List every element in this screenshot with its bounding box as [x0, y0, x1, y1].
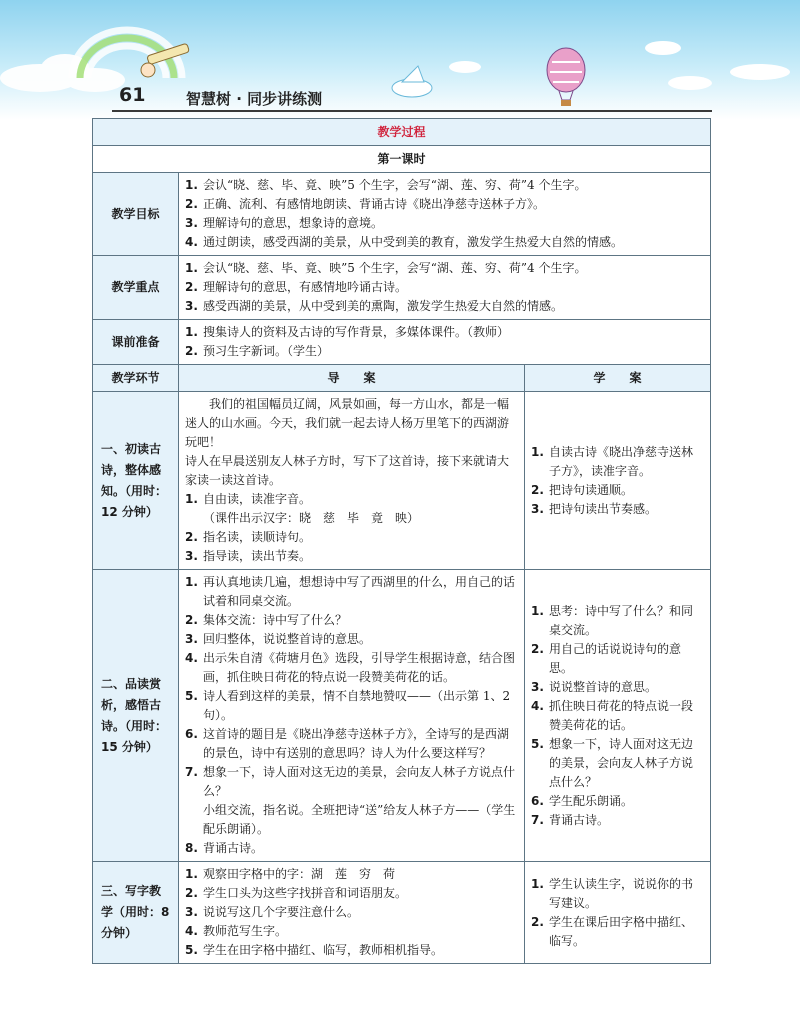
- key-points-content: [179, 256, 711, 320]
- list-item: 5. 想象一下，诗人面对这无边的美景，会向友人林子方说点什么？: [531, 736, 694, 789]
- table-title: 教学过程: [93, 119, 711, 146]
- list-item: 2. 把诗句读通顺。: [531, 482, 634, 497]
- list-item: 1. 再认真地读几遍，想想诗中写了西湖里的什么，用自己的话试着和同桌交流。: [185, 575, 516, 608]
- list-item: 8. 背诵古诗。: [185, 841, 264, 855]
- list-item: 5. 诗人看到这样的美景，情不自禁地赞叹——（出示第 1、2 句）。: [185, 689, 511, 722]
- lesson-title: 第一课时: [93, 146, 711, 173]
- guide-content: [179, 570, 525, 862]
- column-header-stage: 教学环节: [93, 365, 179, 392]
- column-header-row: [93, 365, 711, 392]
- list-item: 1. 自由读，读准字音。: [185, 492, 312, 506]
- row-label: 教学重点: [93, 256, 179, 320]
- guide-intro: 我们的祖国幅员辽阔，风景如画，每一方山水，都是一幅迷人的山水画。今天，我们就一起去诗人杨万里笔下的西湖游玩吧！: [185, 397, 510, 449]
- list-item: 7. 背诵古诗。: [531, 812, 610, 827]
- list-item: 2. 集体交流：诗中写了什么？: [185, 613, 348, 627]
- stage-row-reading: [93, 392, 711, 570]
- list-item: 7. 想象一下，诗人面对这无边的美景，会向友人林子方说点什么？: [185, 765, 516, 798]
- list-item: 4. 出示朱自清《荷塘月色》选段，引导学生根据诗意，结合图画，抓住映日荷花的特点说一段赞美荷花的话。: [185, 651, 516, 684]
- cloud-icon: [0, 54, 125, 92]
- stage-label: 二、品读赏析，感悟古诗。（用时：15 分钟）: [93, 570, 179, 862]
- list-item: 3. 指导读，读出节奏。: [185, 549, 312, 563]
- lesson-row: [93, 146, 711, 173]
- key-points-row: [93, 256, 711, 320]
- list-item: 2. 学生在课后田字格中描红、临写。: [531, 914, 694, 948]
- table-title-row: [93, 119, 711, 146]
- list-item-note: 小组交流，指名说。全班把诗“送”给友人林子方——（学生配乐朗诵）。: [203, 803, 516, 836]
- hot-air-balloon-icon: [547, 48, 585, 106]
- list-item: 1. 思考：诗中写了什么？和同桌交流。: [531, 603, 694, 637]
- guide-transition: 诗人在早晨送别友人林子方时，写下了这首诗，接下来就请大家读一读这首诗。: [185, 454, 510, 487]
- row-label: 教学目标: [93, 173, 179, 256]
- list-item: 1. 自读古诗《晓出净慈寺送林子方》，读准字音。: [531, 444, 694, 478]
- list-item: 1. 搜集诗人的资料及古诗的写作背景，多媒体课件。（教师）: [185, 325, 510, 339]
- preparation-content: [179, 320, 711, 365]
- lesson-plan-table: [92, 118, 711, 964]
- study-content: [525, 392, 711, 570]
- list-item: 1. 学生认读生字，说说你的书写建议。: [531, 876, 694, 910]
- guide-content: [179, 862, 525, 964]
- list-item: 2. 预习生字新词。（学生）: [185, 344, 330, 358]
- list-item: 3. 理解诗句的意思，想象诗的意境。: [185, 216, 384, 230]
- list-item: 4. 教师范写生字。: [185, 924, 288, 938]
- list-item: 2. 理解诗句的意思，有感情地吟诵古诗。: [185, 280, 408, 294]
- list-item: 1. 会认“晓、慈、毕、竟、映”5 个生字，会写“湖、莲、穷、荷”4 个生字。: [185, 178, 587, 192]
- list-item-note: （课件出示汉字：晓 慈 毕 竟 映）: [203, 511, 420, 525]
- guide-content: [179, 392, 525, 570]
- stage-label: 一、初读古诗，整体感知。（用时：12 分钟）: [93, 392, 179, 570]
- list-item: 3. 感受西湖的美景，从中受到美的熏陶，激发学生热爱大自然的情感。: [185, 299, 564, 313]
- stage-label: 三、写字教学（用时：8 分钟）: [93, 862, 179, 964]
- row-label: 课前准备: [93, 320, 179, 365]
- book-title: 智慧树 · 同步讲练测: [186, 90, 323, 108]
- column-header-guide: 导 案: [179, 365, 525, 392]
- cloud-icon: [449, 41, 790, 90]
- list-item: 1. 会认“晓、慈、毕、竟、映”5 个生字，会写“湖、莲、穷、荷”4 个生字。: [185, 261, 587, 275]
- list-item: 3. 说说写这几个字要注意什么。: [185, 905, 360, 919]
- list-item: 5. 学生在田字格中描红、临写，教师相机指导。: [185, 943, 444, 957]
- objectives-row: [93, 173, 711, 256]
- stage-row-appreciation: [93, 570, 711, 862]
- header-rule: [112, 110, 712, 112]
- list-item: 6. 学生配乐朗诵。: [531, 793, 634, 808]
- list-item: 1. 观察田字格中的字：湖 莲 穷 荷: [185, 867, 396, 881]
- list-item: 2. 正确、流利、有感情地朗读、背诵古诗《晓出净慈寺送林子方》。: [185, 197, 546, 211]
- preparation-row: [93, 320, 711, 365]
- list-item: 6. 这首诗的题目是《晓出净慈寺送林子方》，全诗写的是西湖的景色，诗中有送别的意思吗？诗人为什么要这样写？: [185, 727, 510, 760]
- objectives-content: [179, 173, 711, 256]
- list-item: 3. 把诗句读出节奏感。: [531, 501, 658, 516]
- study-content: [525, 570, 711, 862]
- page-number: 61: [119, 84, 146, 106]
- list-item: 4. 通过朗读，感受西湖的美景，从中受到美的教育，激发学生热爱大自然的情感。: [185, 235, 624, 249]
- list-item: 2. 指名读，读顺诗句。: [185, 530, 312, 544]
- study-content: [525, 862, 711, 964]
- list-item: 3. 说说整首诗的意思。: [531, 679, 658, 694]
- list-item: 3. 回归整体，说说整首诗的意思。: [185, 632, 372, 646]
- stage-row-writing: [93, 862, 711, 964]
- list-item: 4. 抓住映日荷花的特点说一段赞美荷花的话。: [531, 698, 694, 732]
- list-item: 2. 学生口头为这些字找拼音和词语朋友。: [185, 886, 408, 900]
- list-item: 2. 用自己的话说说诗句的意思。: [531, 641, 682, 675]
- bird-icon: [392, 66, 432, 97]
- column-header-study: 学 案: [525, 365, 711, 392]
